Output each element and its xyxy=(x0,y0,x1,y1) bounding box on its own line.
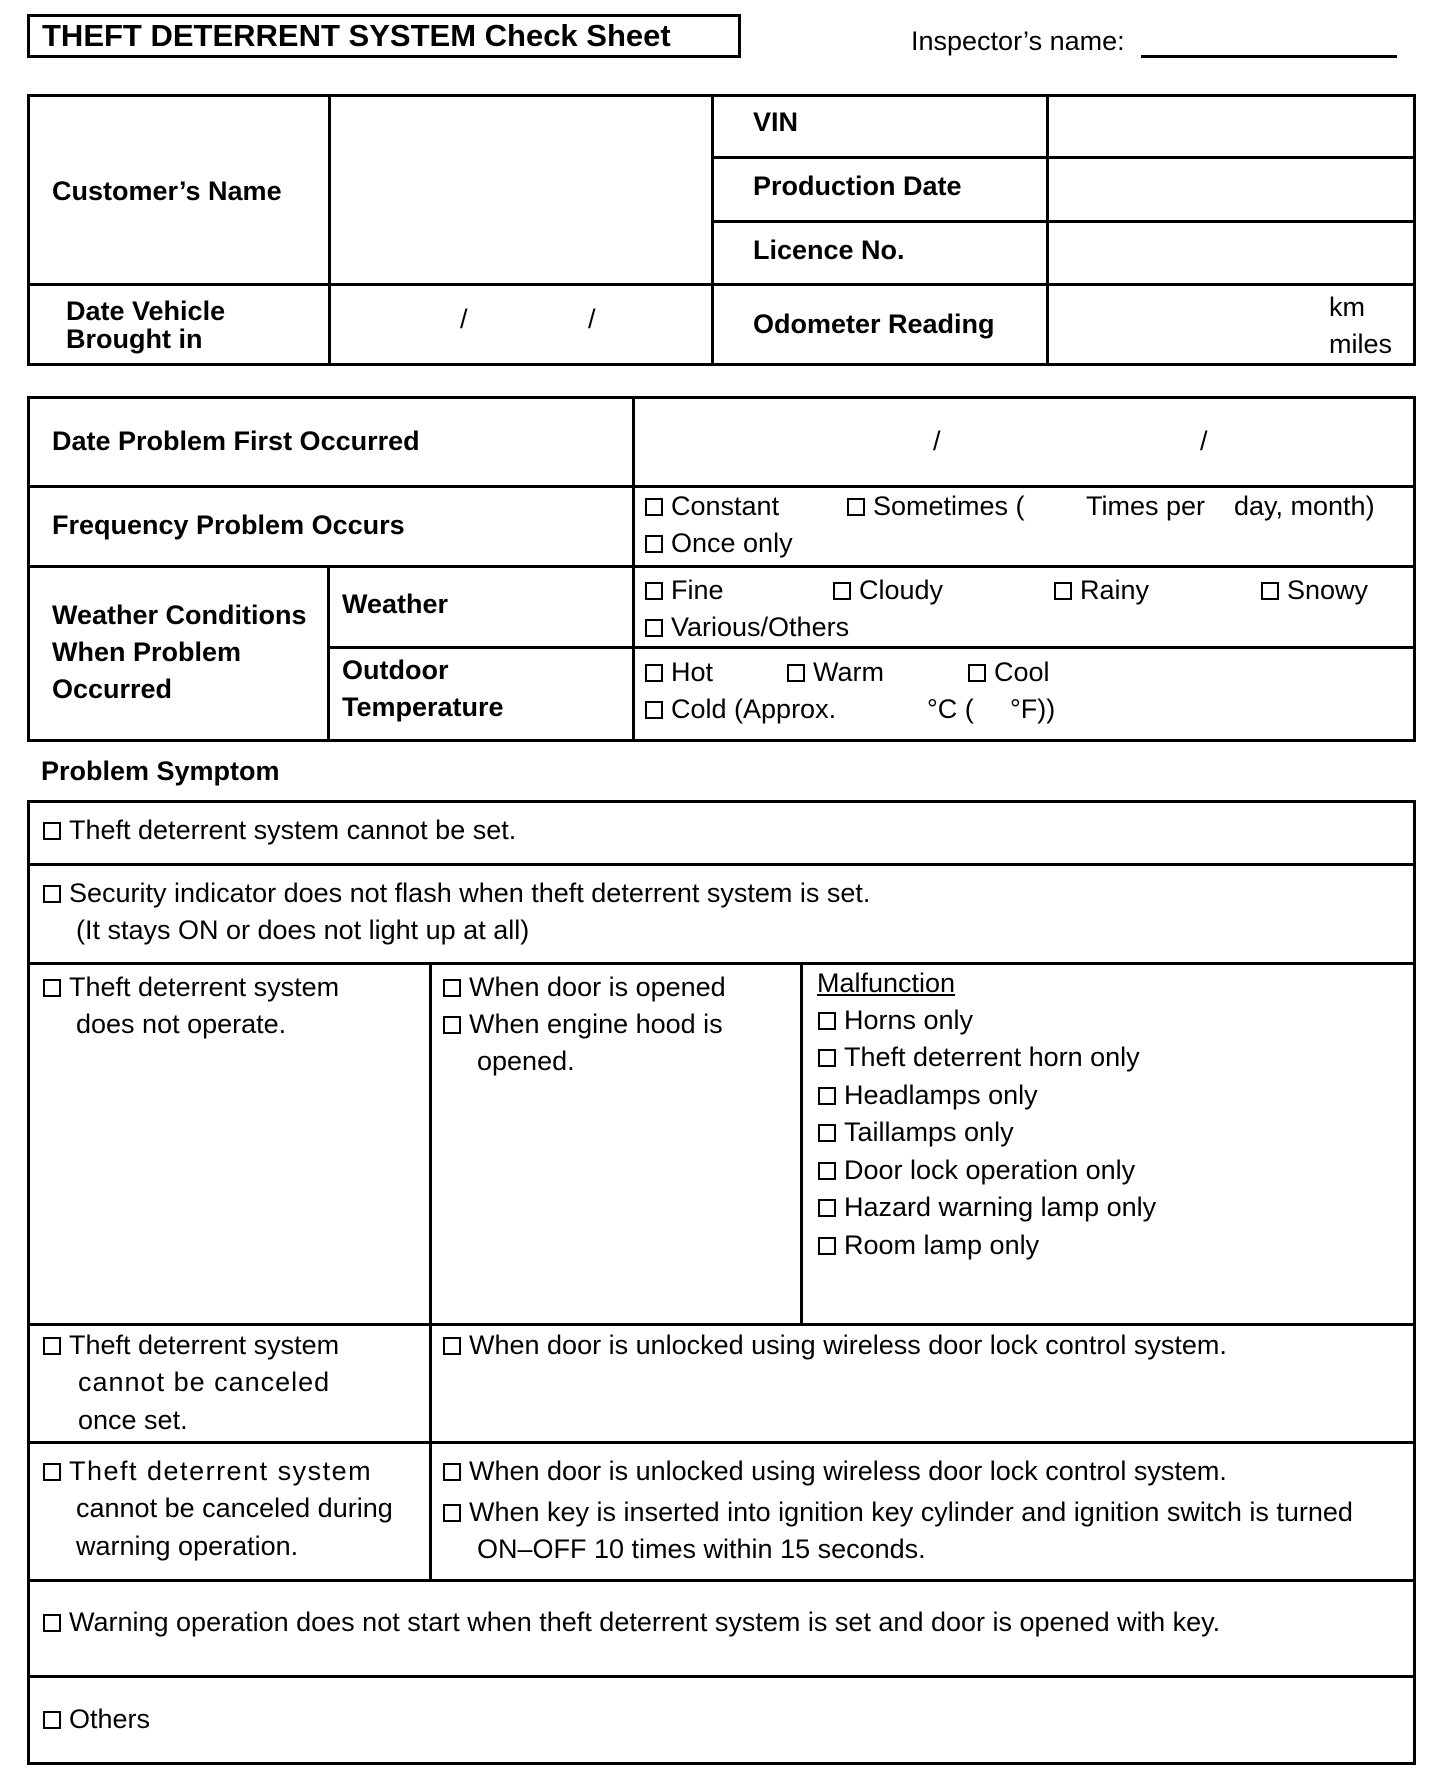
checkbox[interactable] xyxy=(43,822,61,840)
problem-symptom-heading: Problem Symptom xyxy=(41,756,280,786)
option-once-only[interactable]: Once only xyxy=(645,524,793,562)
checkbox[interactable] xyxy=(443,1504,461,1522)
inspector-label: Inspector’s name: xyxy=(911,26,1125,56)
checkbox[interactable] xyxy=(43,1614,61,1632)
checkbox[interactable] xyxy=(833,582,851,600)
malfunction-door-lock[interactable]: Door lock operation only xyxy=(818,1151,1135,1189)
date-first-label: Date Problem First Occurred xyxy=(52,426,420,456)
weather-label: Weather xyxy=(342,589,449,619)
condition-hood-opened[interactable]: When engine hood is xyxy=(443,1005,723,1043)
checkbox[interactable] xyxy=(443,1463,461,1481)
malfunction-horns[interactable]: Horns only xyxy=(818,1001,973,1039)
symptom-indicator[interactable]: Security indicator does not flash when theft deterrent system is set. xyxy=(43,874,870,912)
malfunction-room-lamp[interactable]: Room lamp only xyxy=(818,1226,1039,1264)
symptom-cannot-set[interactable]: Theft deterrent system cannot be set. xyxy=(43,811,516,849)
checkbox[interactable] xyxy=(645,535,663,553)
checkbox[interactable] xyxy=(645,664,663,682)
times-per-label: Times per xyxy=(1086,491,1206,521)
checkbox[interactable] xyxy=(43,1337,61,1355)
weather-conditions-label-2: When Problem xyxy=(52,637,242,667)
fahrenheit-label: °F)) xyxy=(1010,694,1056,724)
checkbox[interactable] xyxy=(645,498,663,516)
date-separator: / xyxy=(933,426,941,456)
checkbox[interactable] xyxy=(645,619,663,637)
checkbox[interactable] xyxy=(43,1463,61,1481)
checkbox[interactable] xyxy=(443,1337,461,1355)
condition-key-inserted-2: ON–OFF 10 times within 15 seconds. xyxy=(477,1534,926,1564)
option-cloudy[interactable]: Cloudy xyxy=(833,571,943,609)
weather-conditions-label-1: Weather Conditions xyxy=(52,600,307,630)
licence-no-label: Licence No. xyxy=(753,235,905,265)
option-sometimes[interactable]: Sometimes ( xyxy=(847,487,1025,525)
symptom-not-operate-2: does not operate. xyxy=(76,1009,287,1039)
symptom-not-operate[interactable]: Theft deterrent system xyxy=(43,968,339,1006)
symptom-cancel-warning[interactable]: Theft deterrent system xyxy=(43,1452,372,1490)
outdoor-temp-label-2: Temperature xyxy=(342,692,504,722)
date-brought-label-1: Date Vehicle xyxy=(66,296,226,326)
checkbox[interactable] xyxy=(818,1124,836,1142)
checkbox[interactable] xyxy=(1054,582,1072,600)
checkbox[interactable] xyxy=(818,1012,836,1030)
weather-conditions-label-3: Occurred xyxy=(52,674,173,704)
condition-hood-opened-2: opened. xyxy=(477,1046,575,1076)
checkbox[interactable] xyxy=(847,498,865,516)
option-cold[interactable]: Cold (Approx. xyxy=(645,690,836,728)
checkbox[interactable] xyxy=(818,1049,836,1067)
malfunction-hazard[interactable]: Hazard warning lamp only xyxy=(818,1188,1156,1226)
checkbox[interactable] xyxy=(443,1016,461,1034)
sheet-title: THEFT DETERRENT SYSTEM Check Sheet xyxy=(27,14,741,58)
customer-name-label: Customer’s Name xyxy=(52,176,282,206)
outdoor-temp-label-1: Outdoor xyxy=(342,655,449,685)
option-fine[interactable]: Fine xyxy=(645,571,724,609)
checkbox[interactable] xyxy=(645,701,663,719)
date-separator: / xyxy=(588,304,596,334)
checkbox[interactable] xyxy=(818,1162,836,1180)
odometer-label: Odometer Reading xyxy=(753,309,995,339)
miles-unit: miles xyxy=(1329,329,1393,359)
celsius-label: °C ( xyxy=(927,694,974,724)
customer-info-table xyxy=(27,94,1416,366)
symptom-others[interactable]: Others xyxy=(43,1700,150,1738)
condition-door-opened[interactable]: When door is opened xyxy=(443,968,726,1006)
symptom-cannot-cancel[interactable]: Theft deterrent system xyxy=(43,1326,339,1364)
day-month-label: day, month) xyxy=(1234,491,1375,521)
date-separator: / xyxy=(1200,426,1208,456)
malfunction-headlamps[interactable]: Headlamps only xyxy=(818,1076,1038,1114)
option-various[interactable]: Various/Others xyxy=(645,608,849,646)
option-constant[interactable]: Constant xyxy=(645,487,779,525)
date-separator: / xyxy=(460,304,468,334)
date-brought-label-2: Brought in xyxy=(66,324,203,354)
symptom-cannot-cancel-3: once set. xyxy=(78,1405,188,1435)
frequency-label: Frequency Problem Occurs xyxy=(52,510,405,540)
checkbox[interactable] xyxy=(787,664,805,682)
option-cool[interactable]: Cool xyxy=(968,653,1050,691)
malfunction-heading: Malfunction xyxy=(817,968,956,998)
malfunction-theft-horn[interactable]: Theft deterrent horn only xyxy=(818,1038,1140,1076)
km-unit: km xyxy=(1329,292,1365,322)
checkbox[interactable] xyxy=(818,1237,836,1255)
symptom-cancel-warning-2: cannot be canceled during xyxy=(76,1493,393,1523)
vin-label: VIN xyxy=(753,107,799,137)
condition-wireless-unlock-2[interactable]: When door is unlocked using wireless door lock control system. xyxy=(443,1452,1227,1490)
option-rainy[interactable]: Rainy xyxy=(1054,571,1149,609)
condition-wireless-unlock[interactable]: When door is unlocked using wireless door lock control system. xyxy=(443,1326,1227,1364)
option-hot[interactable]: Hot xyxy=(645,653,713,691)
condition-key-inserted[interactable]: When key is inserted into ignition key cylinder and ignition switch is turned xyxy=(443,1493,1353,1531)
symptom-cannot-cancel-2: cannot be canceled xyxy=(78,1367,331,1397)
checkbox[interactable] xyxy=(443,979,461,997)
option-warm[interactable]: Warm xyxy=(787,653,884,691)
checkbox[interactable] xyxy=(43,1711,61,1729)
option-snowy[interactable]: Snowy xyxy=(1261,571,1368,609)
checkbox[interactable] xyxy=(1261,582,1279,600)
production-date-label: Production Date xyxy=(753,171,962,201)
checkbox[interactable] xyxy=(818,1199,836,1217)
symptom-indicator-note: (It stays ON or does not light up at all) xyxy=(76,915,530,945)
symptom-warning-not-start[interactable]: Warning operation does not start when theft deterrent system is set and door is opened with key. xyxy=(43,1603,1220,1641)
inspector-name-line[interactable] xyxy=(1141,55,1397,58)
checkbox[interactable] xyxy=(43,885,61,903)
checkbox[interactable] xyxy=(818,1087,836,1105)
malfunction-taillamps[interactable]: Taillamps only xyxy=(818,1113,1014,1151)
checkbox[interactable] xyxy=(968,664,986,682)
checkbox[interactable] xyxy=(43,979,61,997)
symptom-cancel-warning-3: warning operation. xyxy=(76,1531,299,1561)
checkbox[interactable] xyxy=(645,582,663,600)
